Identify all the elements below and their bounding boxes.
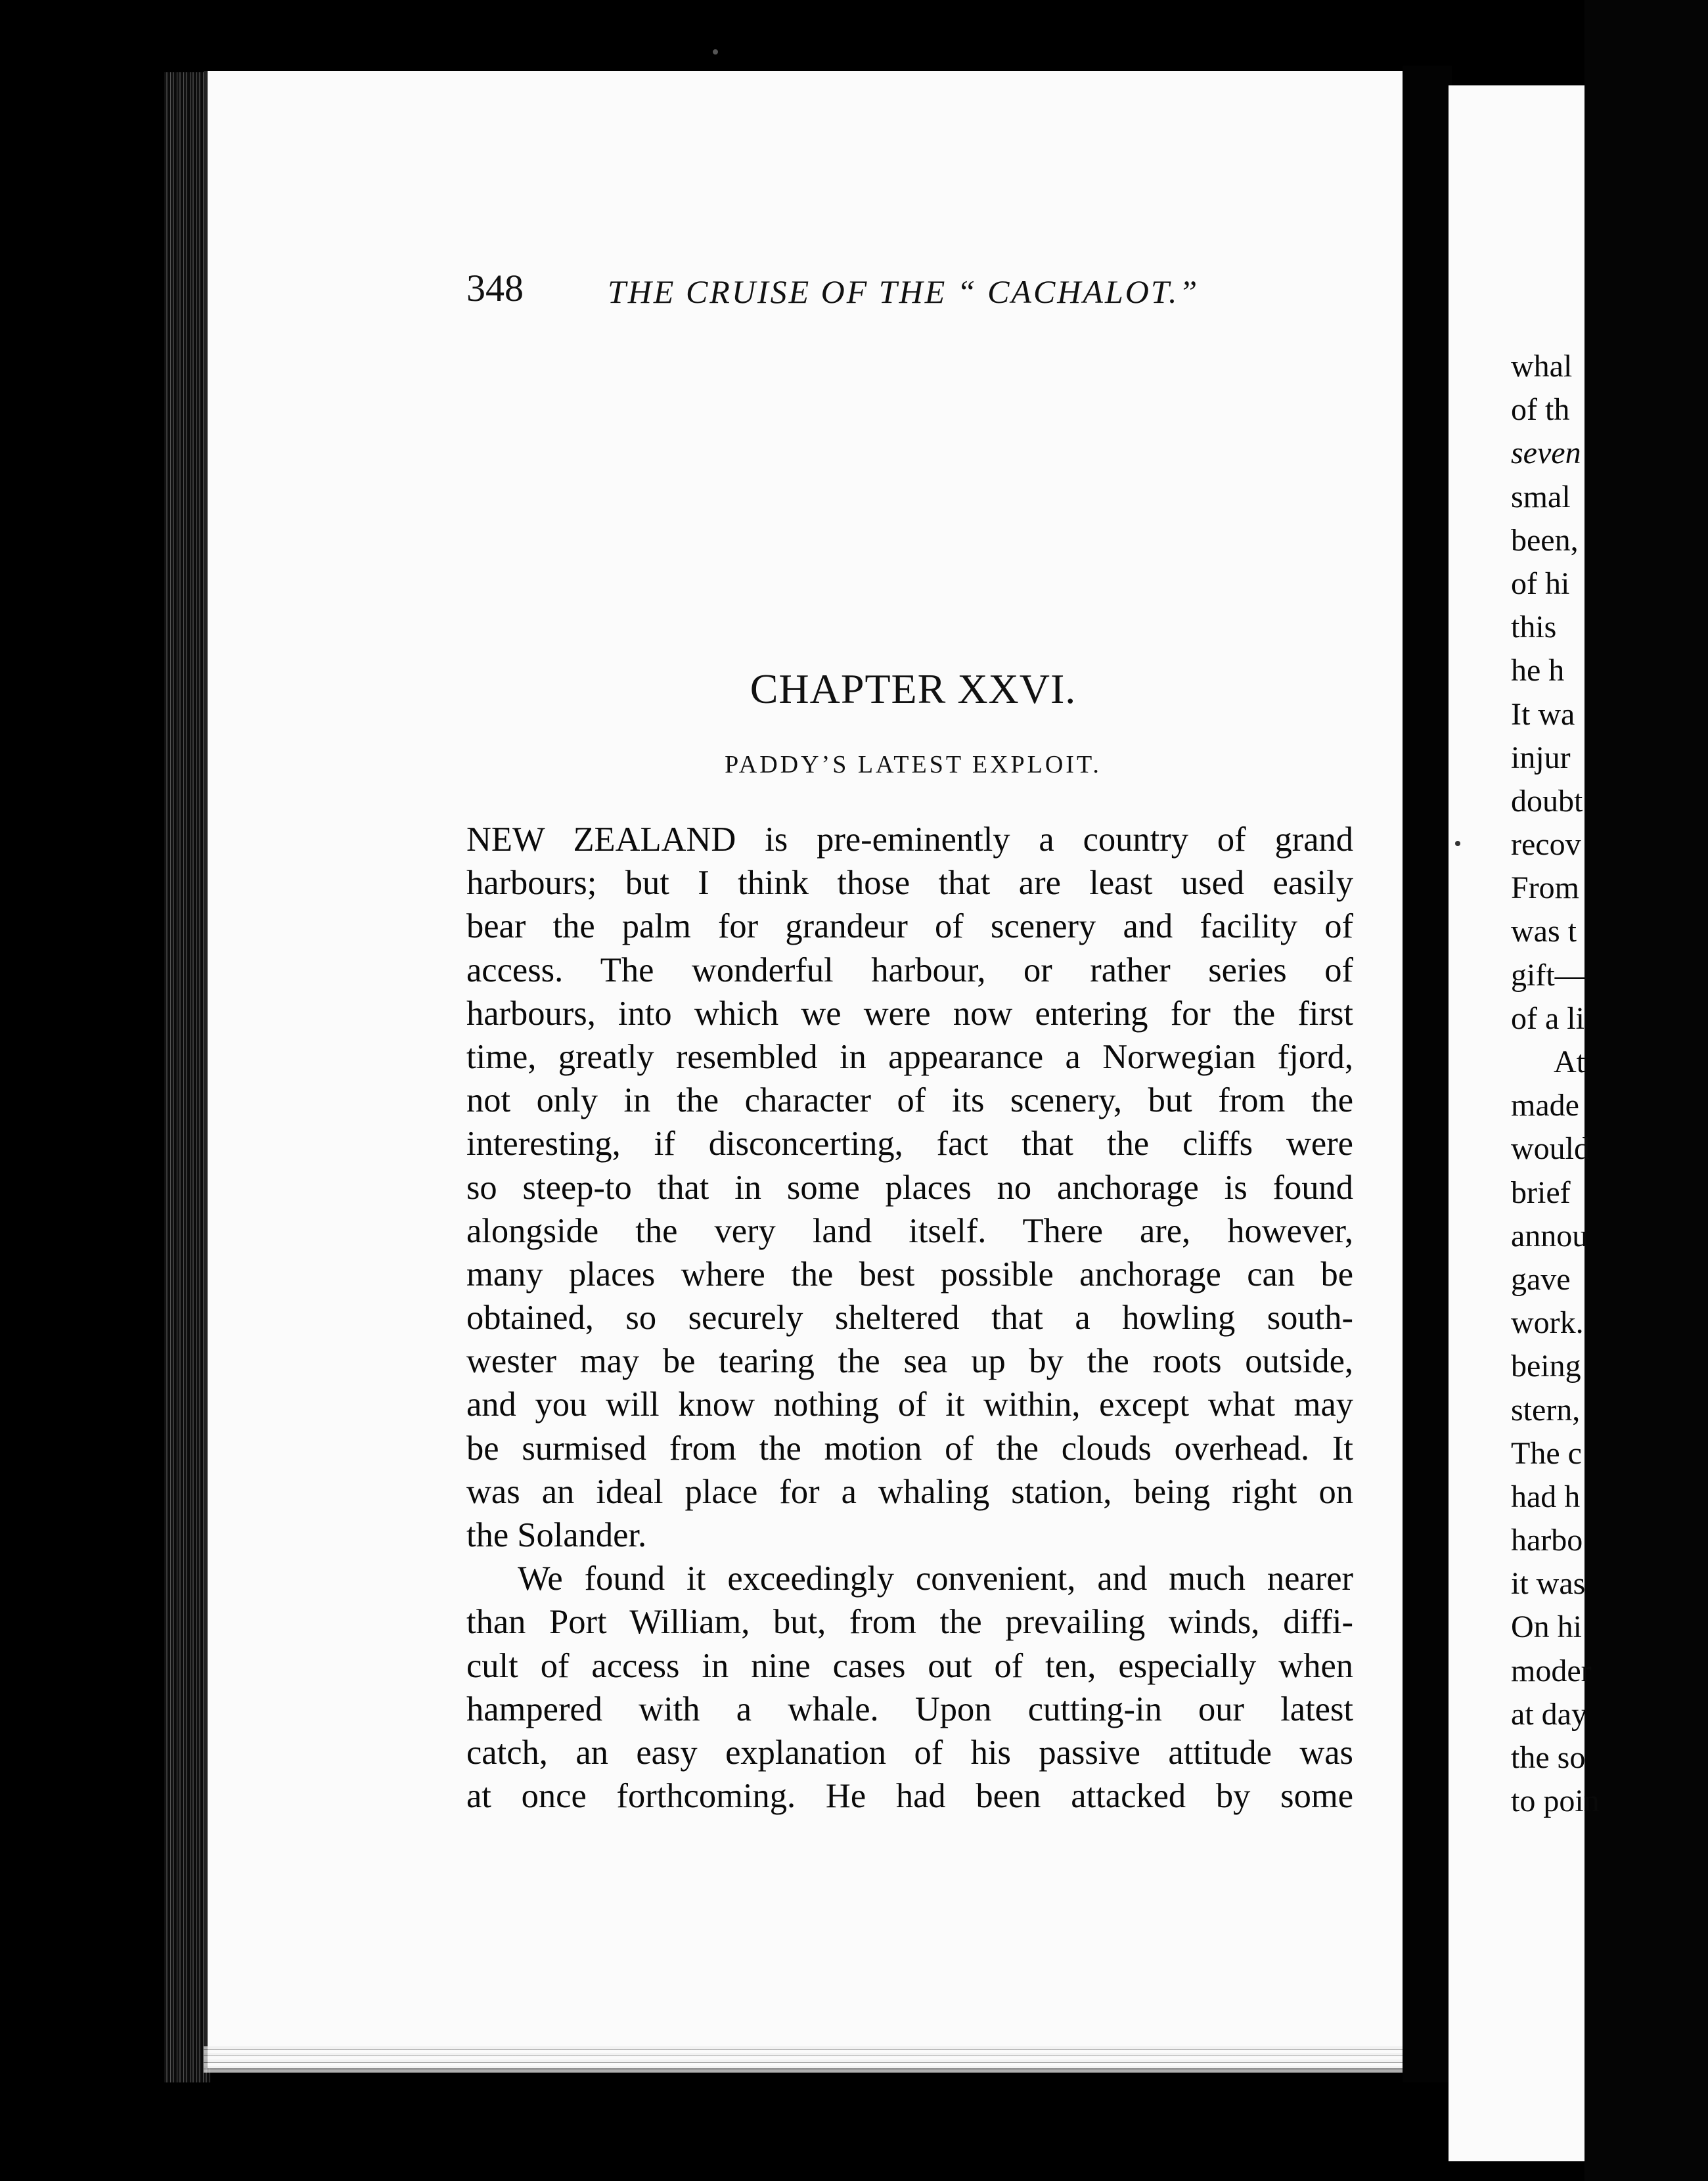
text-line: not only in the character of its scenery, but from the: [466, 1081, 1353, 1120]
right-line: brief: [1511, 1175, 1571, 1210]
scan-speck: [1455, 841, 1460, 846]
text-line: and you will know nothing of it within, except what may: [466, 1385, 1353, 1424]
text-line: hampered with a whale. Upon cutting-in our latest: [466, 1690, 1353, 1728]
right-line: smal: [1511, 479, 1571, 514]
running-header: [466, 266, 1255, 319]
right-line: doubt: [1511, 783, 1583, 819]
right-line: gave: [1511, 1261, 1571, 1297]
right-line: harbo: [1511, 1523, 1583, 1558]
right-line: moder: [1511, 1653, 1592, 1688]
right-line: At: [1554, 1045, 1585, 1079]
right-line: From: [1511, 870, 1580, 906]
spine-shadow: [1403, 66, 1452, 2082]
text-line: alongside the very land itself. There are, however,: [466, 1211, 1353, 1250]
text-line: was an ideal place for a whaling station, being right on: [466, 1472, 1353, 1511]
text-line: than Port William, but, from the prevailing winds, diffi-: [466, 1603, 1353, 1642]
text-line: be surmised from the motion of the clouds overhead. It: [466, 1429, 1353, 1468]
right-line: stern,: [1511, 1392, 1581, 1428]
right-line: It wa: [1511, 696, 1575, 732]
chapter-subtitle: PADDY’S LATEST EXPLOIT.: [725, 751, 1102, 778]
right-line: the so: [1511, 1740, 1586, 1775]
text-line: obtained, so securely sheltered that a howling south-: [466, 1299, 1353, 1338]
right-line: being: [1511, 1349, 1581, 1384]
text-line: the Solander.: [466, 1516, 647, 1554]
right-line: of th: [1511, 392, 1570, 428]
right-line: it was: [1511, 1566, 1586, 1602]
text-line: harbours, into which we were now entering for the first: [466, 994, 1353, 1033]
page-number: 348: [466, 267, 524, 309]
text-line: cult of access in nine cases out of ten, especially when: [466, 1646, 1353, 1685]
right-line: gift—: [1511, 957, 1586, 993]
text-line: bear the palm for grandeur of scenery and facility of: [466, 907, 1353, 946]
right-line: of hi: [1511, 566, 1570, 601]
right-line: had h: [1511, 1479, 1581, 1514]
right-line: at day: [1511, 1696, 1587, 1732]
right-line: he h: [1511, 653, 1565, 688]
text-line: so steep-to that in some places no anchorage is found: [466, 1168, 1353, 1207]
right-line: recov: [1511, 827, 1581, 863]
right-line: this: [1511, 610, 1557, 645]
text-line: many places where the best possible anchorage can be: [466, 1255, 1353, 1293]
right-line: was t: [1511, 914, 1577, 949]
text-line: We found it exceedingly convenient, and much nearer: [518, 1560, 1353, 1598]
right-line: annou: [1511, 1218, 1588, 1253]
text-line: catch, an easy explanation of his passive attitude was: [466, 1733, 1353, 1772]
right-line: would: [1511, 1131, 1590, 1167]
text-line: access. The wonderful harbour, or rather series of: [466, 951, 1353, 989]
text-line: harbours; but I think those that are least used easily: [466, 864, 1353, 903]
text-line: time, greatly resembled in appearance a Norwegian fjord,: [466, 1037, 1353, 1076]
text-line: at once forthcoming. He had been attacked by some: [466, 1777, 1353, 1816]
body-text: [466, 818, 1353, 1818]
right-page-text: [1511, 345, 1708, 1823]
right-line: The c: [1511, 1435, 1582, 1471]
right-line: On hi: [1511, 1609, 1582, 1645]
right-line: made: [1511, 1088, 1579, 1123]
right-line: work.: [1511, 1305, 1584, 1341]
chapter-title: CHAPTER XXVI.: [750, 665, 1077, 712]
text-line: interesting, if disconcerting, fact that the cliffs were: [466, 1125, 1353, 1163]
right-line: of a li: [1511, 1001, 1584, 1036]
right-line: been,: [1511, 522, 1579, 558]
text-line: NEW ZEALAND is pre-eminently a country of grand: [466, 821, 1353, 859]
right-line: seven: [1511, 436, 1581, 471]
page-edge-stack: [204, 2046, 1406, 2073]
text-line: wester may be tearing the sea up by the roots outside,: [466, 1342, 1353, 1381]
right-page: [1449, 85, 1600, 2161]
right-line: whal: [1511, 349, 1573, 384]
scan-speck: [713, 49, 718, 55]
right-line: to poin: [1511, 1784, 1600, 1819]
running-title: THE CRUISE OF THE “ CACHALOT.”: [608, 273, 1200, 310]
right-line: injur: [1511, 740, 1571, 775]
